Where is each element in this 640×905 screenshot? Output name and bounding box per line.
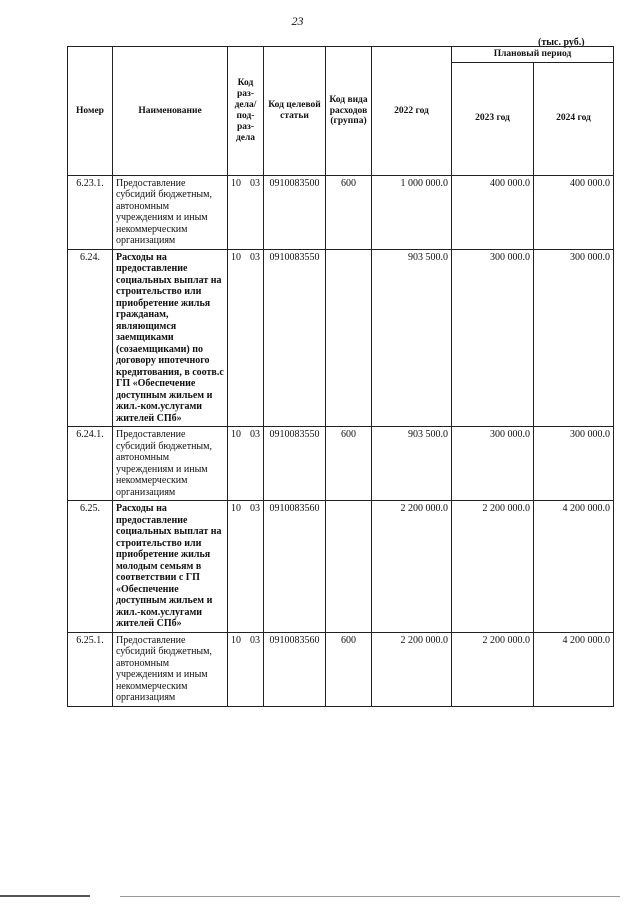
row-section-code <box>228 427 264 501</box>
row-section-code <box>228 501 264 633</box>
row-name: Предоставление субсидий бюджетным, автономным учреждениям и иным некоммерческим организациям <box>113 427 228 501</box>
header-target-code: Код целевой статьи <box>264 47 326 176</box>
table-row <box>68 427 614 501</box>
row-name: Расходы на предоставление социальных выплат на строительство или приобретение жилья гражданам, являющимся заемщиками (созаемщиками) по договору ипотечного кредитования, в соотв.с ГП «Обеспечение доступным жильем и жил.-ком.услугами жителей СПб» <box>113 249 228 427</box>
row-name: Предоставление субсидий бюджетным, автономным учреждениям и иным некоммерческим организациям <box>113 632 228 706</box>
row-expense-type <box>326 501 372 633</box>
subsection-code: 03 <box>250 177 260 189</box>
row-amount-2023: 2 200 000.0 <box>452 632 534 706</box>
row-target-code: 0910083550 <box>264 249 326 427</box>
header-name: Наименование <box>113 47 228 176</box>
row-expense-type: 600 <box>326 175 372 249</box>
header-expense-type-code: Код вида расходов (группа) <box>326 47 372 176</box>
row-expense-type: 600 <box>326 427 372 501</box>
row-section-code <box>228 632 264 706</box>
header-year-2022: 2022 год <box>372 47 452 176</box>
row-amount-2022: 903 500.0 <box>372 427 452 501</box>
row-section-code <box>228 175 264 249</box>
row-amount-2022: 2 200 000.0 <box>372 501 452 633</box>
scan-edge-line-2 <box>120 896 620 897</box>
subsection-code: 03 <box>250 429 260 441</box>
row-amount-2023: 400 000.0 <box>452 175 534 249</box>
section-code: 10 <box>231 177 241 189</box>
header-year-2024: 2024 год <box>534 62 614 175</box>
row-amount-2023: 300 000.0 <box>452 249 534 427</box>
section-code: 10 <box>231 503 241 515</box>
row-amount-2022: 2 200 000.0 <box>372 632 452 706</box>
row-target-code: 0910083560 <box>264 632 326 706</box>
row-target-code: 0910083560 <box>264 501 326 633</box>
header-section-code: Код раз-дела/ под-раз-дела <box>228 47 264 176</box>
row-amount-2023: 300 000.0 <box>452 427 534 501</box>
section-code: 10 <box>231 251 241 263</box>
table-header <box>68 47 614 176</box>
section-code: 10 <box>231 634 241 646</box>
row-amount-2022: 903 500.0 <box>372 249 452 427</box>
header-year-2023: 2023 год <box>452 62 534 175</box>
page-number: 23 <box>291 14 304 28</box>
row-amount-2024: 4 200 000.0 <box>534 501 614 633</box>
table-row <box>68 175 614 249</box>
row-number: 6.24. <box>68 249 113 427</box>
row-amount-2024: 300 000.0 <box>534 427 614 501</box>
row-number: 6.23.1. <box>68 175 113 249</box>
scan-edge-line <box>0 895 90 897</box>
row-number: 6.24.1. <box>68 427 113 501</box>
row-amount-2024: 400 000.0 <box>534 175 614 249</box>
row-amount-2024: 4 200 000.0 <box>534 632 614 706</box>
table-row <box>68 249 614 427</box>
subsection-code: 03 <box>250 634 260 646</box>
row-name: Расходы на предоставление социальных выплат на строительство или приобретение жилья молодым семьям в соответствии с ГП «Обеспечение доступным жильем и жил.-ком.услугами жителей СПб» <box>113 501 228 633</box>
section-code: 10 <box>231 429 241 441</box>
table-row <box>68 501 614 633</box>
row-expense-type: 600 <box>326 632 372 706</box>
row-number: 6.25.1. <box>68 632 113 706</box>
table-row <box>68 632 614 706</box>
subsection-code: 03 <box>250 251 260 263</box>
header-planned-period: Плановый период <box>452 47 614 63</box>
row-target-code: 0910083500 <box>264 175 326 249</box>
budget-table <box>67 46 614 707</box>
row-amount-2024: 300 000.0 <box>534 249 614 427</box>
row-section-code <box>228 249 264 427</box>
header-number: Номер <box>68 47 113 176</box>
row-amount-2022: 1 000 000.0 <box>372 175 452 249</box>
subsection-code: 03 <box>250 503 260 515</box>
table-body <box>68 175 614 706</box>
row-target-code: 0910083550 <box>264 427 326 501</box>
row-number: 6.25. <box>68 501 113 633</box>
row-expense-type <box>326 249 372 427</box>
row-amount-2023: 2 200 000.0 <box>452 501 534 633</box>
units-label: (тыс. руб.) <box>538 37 585 48</box>
row-name: Предоставление субсидий бюджетным, автономным учреждениям и иным некоммерческим организациям <box>113 175 228 249</box>
